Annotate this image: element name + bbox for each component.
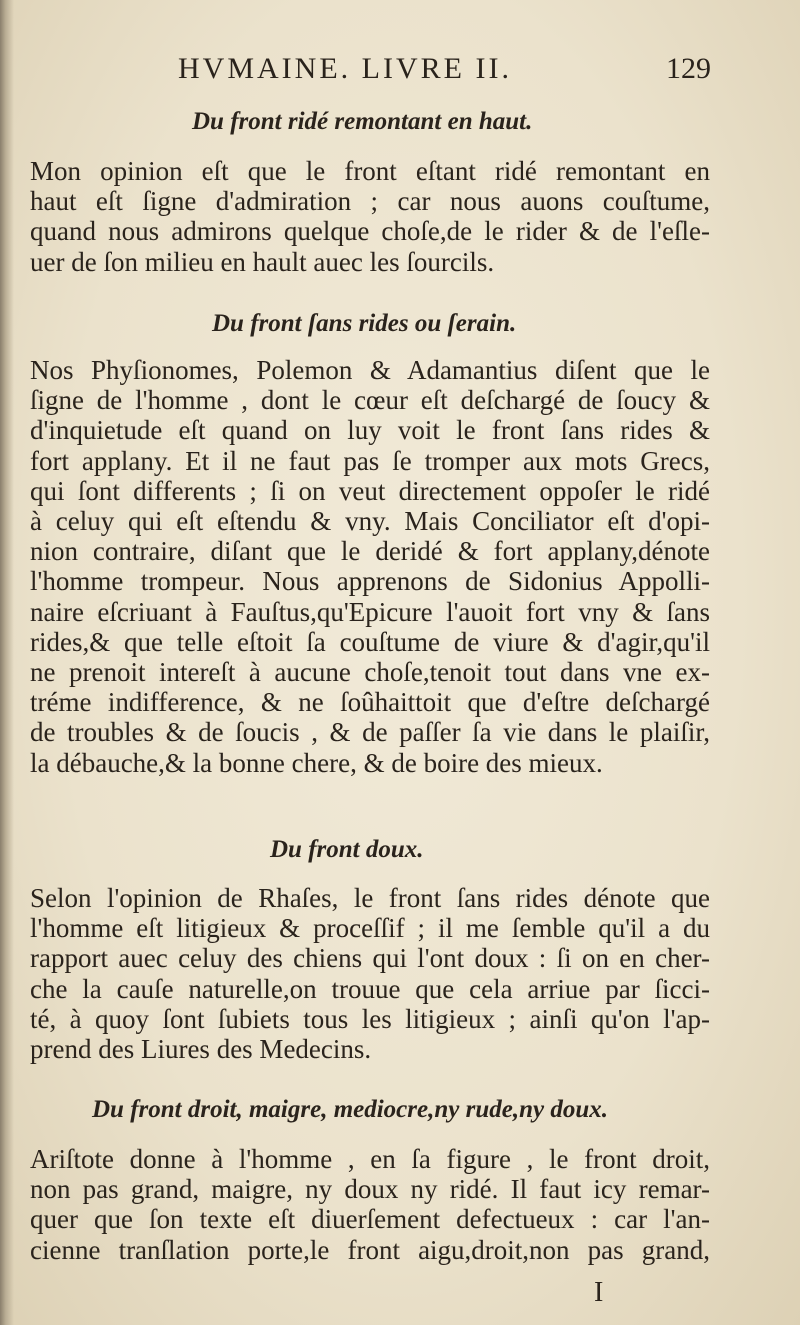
text-line: che la cauſe naturelle,on trouue que cela arriue par ſicci- [30, 973, 710, 1004]
page-number: 129 [666, 52, 711, 85]
paragraph-front-ride [30, 156, 710, 277]
paragraph-front-droit [30, 1144, 710, 1265]
section-title-front-ride: Du front ridé remontant en haut. [192, 108, 533, 135]
text-line: l'homme eſt litigieux & proceſſif ; il me ſemble qu'il a du [30, 913, 710, 944]
text-line: naire eſcriuant à Fauſtus,qu'Epicure l'auoit fort vny & ſans [30, 596, 710, 627]
text-line: Mon opinion eſt que le front eſtant ridé remontant en [30, 156, 710, 186]
text-line: ne prenoit intereſt à aucune choſe,tenoit tout dans vne ex- [30, 657, 710, 688]
text-line: uer de ſon milieu en hault auec les ſourcils. [30, 246, 495, 277]
text-line: de troubles & de ſoucis , & de paſſer ſa vie dans le plaiſir, [30, 717, 710, 748]
text-line: d'inquietude eſt quand on luy voit le front ſans rides & [30, 415, 710, 446]
text-line: rides,& que telle eſtoit ſa couſtume de viure & d'agir,qu'il [30, 626, 710, 657]
text-line: quand nous admirons quelque choſe,de le rider & de l'eſle- [30, 216, 710, 247]
text-line: tréme indifference, & ne ſoûhaittoit que d'eſtre deſchargé [30, 687, 710, 718]
catchword: I [594, 1277, 604, 1308]
text-line: qui ſont differents ; ſi on veut directement oppoſer le ridé [30, 475, 710, 506]
section-title-front-droit: Du front droit, maigre, mediocre,ny rude,ny doux. [92, 1096, 608, 1123]
text-line: Ariſtote donne à l'homme , en ſa figure , le front droit, [30, 1144, 710, 1174]
text-line: prend des Liures des Medecins. [30, 1034, 372, 1065]
paragraph-front-doux [30, 883, 710, 1064]
text-line: té, à quoy ſont ſubiets tous les litigieux ; ainſi qu'on l'ap- [30, 1003, 710, 1034]
page-gutter [0, 0, 14, 1325]
section-title-front-doux: Du front doux. [270, 836, 424, 863]
page-header [0, 52, 800, 92]
text-line: l'homme trompeur. Nous apprenons de Sidonius Appolli- [30, 566, 710, 597]
text-line: Selon l'opinion de Rhaſes, le front ſans rides dénote que [30, 883, 710, 913]
text-line: Nos Phyſionomes, Polemon & Adamantius diſent que le [30, 355, 710, 385]
text-line: ſigne de l'homme , dont le cœur eſt deſchargé de ſoucy & [30, 385, 710, 416]
text-line: nion contraire, diſant que le deridé & fort applany,dénote [30, 536, 710, 567]
text-line: non pas grand, maigre, ny doux ny ridé. Il faut icy remar- [30, 1174, 710, 1205]
text-line: rapport auec celuy des chiens qui l'ont doux : ſi on en cher- [30, 943, 710, 974]
text-line: la débauche,& la bonne chere, & de boire des mieux. [30, 747, 603, 778]
section-title-front-sans-rides: Du front ſans rides ou ſerain. [212, 310, 517, 337]
text-line: quer que ſon texte eſt diuerſement defectueux : car l'an- [30, 1204, 710, 1235]
running-title: HVMAINE. LIVRE II. [178, 52, 512, 85]
text-line: fort applany. Et il ne faut pas ſe tromper aux mots Grecs, [30, 445, 710, 476]
paragraph-front-sans-rides [30, 355, 710, 778]
text-line: cienne tranſlation porte,le front aigu,droit,non pas grand, [30, 1234, 710, 1265]
text-line: haut eſt ſigne d'admiration ; car nous auons couſtume, [30, 186, 710, 217]
text-line: à celuy qui eſt eſtendu & vny. Mais Conciliator eſt d'opi- [30, 506, 710, 537]
